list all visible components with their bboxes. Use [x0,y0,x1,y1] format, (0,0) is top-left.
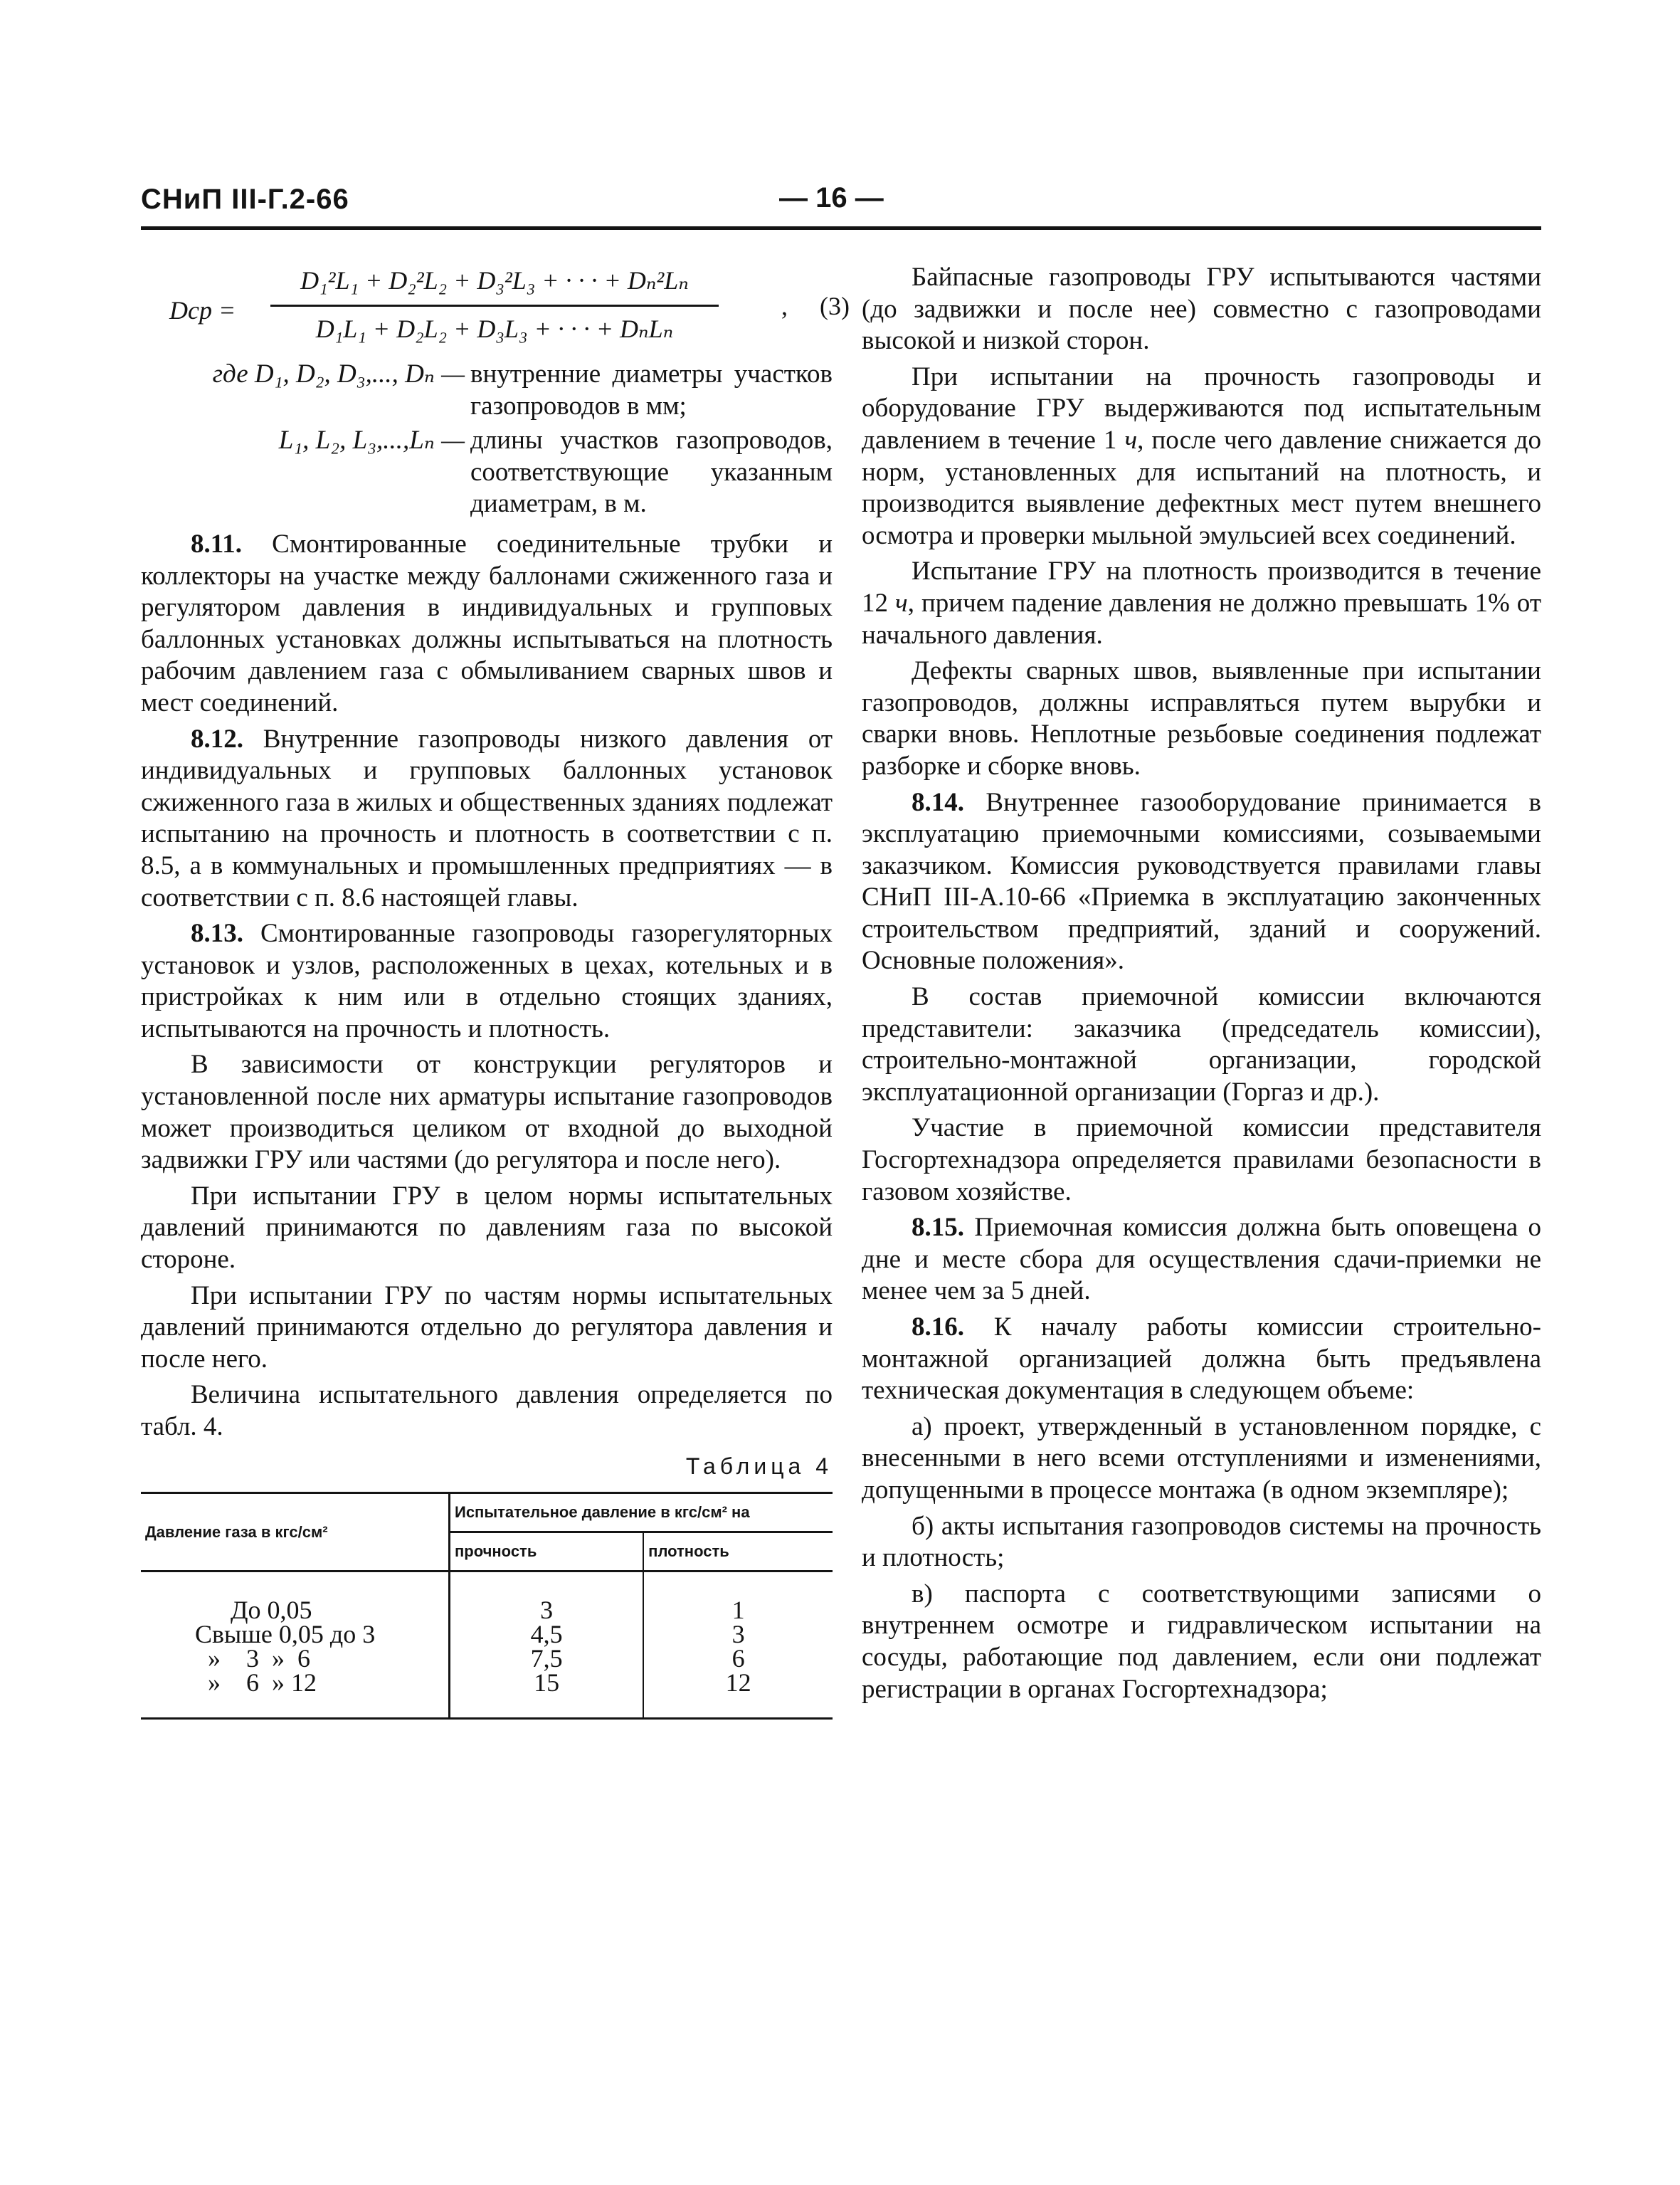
formula-numerator: D₁²L₁ + D₂²L₂ + D₃²L₃ + · · · + Dₙ²Lₙ [300,266,689,295]
clause-number-8-16: 8.16. [912,1312,964,1342]
table-row [141,1646,833,1670]
unit-hours: ч [895,588,908,618]
formula-comma: , [781,292,788,320]
cell-gas-pressure: До 0,05 [231,1596,312,1625]
paragraph-gosgortekhnadzor: Участие в приемочной комиссии представителя Госгортехнадзора определяется правилами безопасности в газовом хозяйстве. [862,1113,1541,1206]
fraction-bar [270,305,719,307]
cell-strength: 7,5 [450,1646,644,1670]
table-4 [141,1492,833,1720]
legend-label-diameters: где D₁, D₂, D₃,..., Dₙ — [212,359,465,389]
clause-number-8-12: 8.12. [191,724,243,754]
clause-text-8-11: Смонтированные соединительные трубки и коллекторы на участке между баллонами сжиженного газа и регулятором давления в индивидуальных и групповых баллонных установках должны испытываться на плотность рабочим давлением газа с обмыливанием сварных швов и мест соединений. [141,529,833,717]
legend-desc-diameters: внутренние диаметры участков газопроводов в мм; [470,359,833,421]
table-subheader-density: плотность [643,1532,833,1571]
table-row [141,1571,833,1623]
paragraph-8-11 [141,529,833,720]
list-item-c: в) паспорта с соответствующими записями о внутреннем осмотре и гидравлическом испытании на сосуды, работающие под давлением, если они подлежат регистрации в органах Госгортехнадзора; [862,1579,1541,1704]
page-number: — 16 — [779,182,884,214]
formula-3 [141,262,850,353]
paragraph-8-16 [862,1312,1541,1407]
paragraph-8-13-e: Величина испытательного давления определяется по табл. 4. [141,1380,833,1441]
paragraph-commission-members: В состав приемочной комиссии включаются представители: заказчика (председатель комиссии), строительно-монтажной организации, городской эксплуатационной организации (Горгаз и др.). [862,982,1541,1107]
legend-label-lengths: L₁, L₂, L₃,...,Lₙ — [278,426,465,456]
clause-number-8-11: 8.11. [191,529,242,559]
clause-text-8-12: Внутренние газопроводы низкого давления от индивидуальных и групповых баллонных установок сжиженного газа в жилых и общественных зданиях подлежат испытанию на прочность и плотность в соответствии с п. 8.5, а в коммунальных и промышленных предприятиях — в соответствии с п. 8.6 настоящей главы. [141,724,833,912]
clause-text-8-14: Внутреннее газооборудование принимается в эксплуатацию приемочными комиссиями, созываемыми заказчиком. Комиссия руководствуется правилами главы СНиП III-А.10-66 «Приемка в эксплуатацию законченных строительством предприятий, зданий и сооружений. Основные положения». [862,787,1542,976]
paragraph-8-13 [141,918,833,1045]
clause-number-8-15: 8.15. [912,1213,964,1243]
cell-density: 6 [643,1646,833,1670]
paragraph-density-test: Испытание ГРУ на плотность производится в течение 12 ч, причем падение давления не должно превышать 1% от начального давления. [862,557,1541,650]
formula-lhs: Dср = [169,296,236,325]
paragraph-8-15 [862,1212,1541,1307]
cell-density: 1 [643,1571,833,1623]
cell-gas-pressure: Свыше 0,05 до 3 [195,1620,376,1649]
paragraph-8-12 [141,724,833,915]
list-item-a: а) проект, утвержденный в установленном порядке, с внесенными в него всеми отступлениями и изменениями, допущенными в процессе монтажа (в одном экземпляре); [862,1411,1541,1505]
cell-density: 3 [643,1622,833,1646]
paragraph-8-13-b: В зависимости от конструкции регуляторов и установленной после них арматуры испытание газопроводов может производиться целиком от входной до выходной задвижки ГРУ или частями (до регулятора и после него). [141,1050,833,1175]
table-header-gas-pressure: Давление газа в кгс/см² [145,1522,328,1541]
clause-text-8-13: Смонтированные газопроводы газорегуляторных установок и узлов, расположенных в цехах, котельных и в пристройках к ним или в отдельно стоящих зданиях, испытываются на прочность и плотность. [141,919,833,1043]
cell-density: 12 [643,1670,833,1719]
right-column [862,262,1541,1710]
legend-row-lengths [141,425,833,520]
cell-strength: 15 [450,1670,644,1719]
table-header-test-pressure: Испытательное давление в кгс/см² на [450,1493,833,1532]
paragraph-8-14 [862,787,1541,978]
clause-number-8-13: 8.13. [191,919,243,949]
formula-legend [141,359,833,520]
cell-strength: 3 [450,1571,644,1623]
paragraph-8-13-d: При испытании ГРУ по частям нормы испытательных давлений принимаются отдельно до регулятора давления и после него. [141,1280,833,1374]
clause-text-8-16: К началу работы комиссии строительно-монтажной организацией должна быть предъявлена техническая документация в следующем объеме: [862,1312,1541,1406]
paragraph-weld-defects: Дефекты сварных швов, выявленные при испытании газопроводов, должны исправляться путем вырубки и сварки вновь. Неплотные резьбовые соединения подлежат разборке и сборке вновь. [862,656,1541,781]
clause-number-8-14: 8.14. [912,787,964,817]
table-row [141,1670,833,1719]
header-rule [141,226,1541,230]
paragraph-8-13-c: При испытании ГРУ в целом нормы испытательных давлений принимаются по давлениям газа по высокой стороне. [141,1181,833,1275]
document-code: СНиП III-Г.2-66 [141,184,349,215]
cell-strength: 4,5 [450,1622,644,1646]
paragraph-strength-test: При испытании на прочность газопроводы и оборудование ГРУ выдерживаются под испытательным давлением в течение 1 ч, после чего давление снижается до норм, установленных для испытаний на плотность, и производится выявление дефектных мест путем внешнего осмотра и проверки мыльной эмульсией всех соединений. [862,362,1541,550]
legend-desc-lengths: длины участков газопроводов, соответствующие указанным диаметрам, в м. [470,426,833,519]
clause-text-8-15: Приемочная комиссия должна быть оповещена о дне и месте сбора для осуществления сдачи-приемки не менее чем за 5 дней. [862,1213,1542,1306]
left-column [141,262,850,1720]
table-subheader-strength: прочность [450,1532,644,1571]
legend-row-diameters [141,359,833,422]
table-caption: Таблица 4 [685,1453,833,1479]
formula-denominator: D₁L₁ + D₂L₂ + D₃L₃ + · · · + DₙLₙ [315,315,674,343]
paragraph-bypass: Байпасные газопроводы ГРУ испытываются частями (до задвижки и после нее) совместно с газопроводами высокой и низкой сторон. [862,263,1541,356]
list-item-b: б) акты испытания газопроводов системы на прочность и плотность; [862,1511,1541,1573]
unit-hours: ч [1124,425,1138,455]
equation-number: (3) [820,292,850,320]
cell-gas-pressure: » 6 » 12 [208,1668,317,1697]
table-row [141,1622,833,1646]
cell-gas-pressure: » 3 » 6 [208,1644,310,1673]
